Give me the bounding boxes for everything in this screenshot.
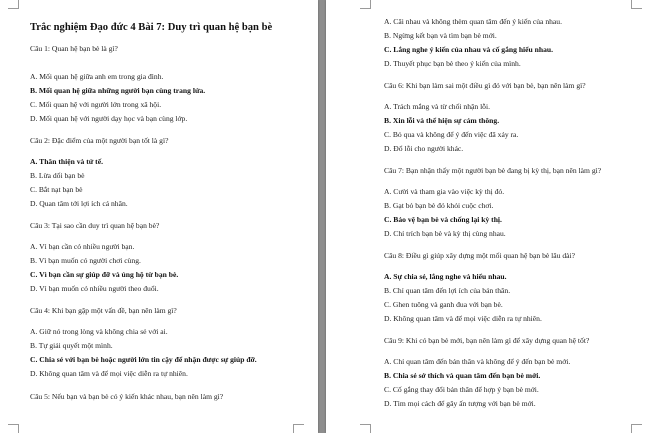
answer-option: D. Thuyết phục bạn bè theo ý kiến của mình.	[384, 59, 521, 68]
answer-option: A. Trách mắng và từ chối nhận lỗi.	[384, 102, 490, 111]
answer-option: B. Chỉ quan tâm đến lợi ích của bản thân.	[384, 286, 511, 295]
answer-option-correct: C. Bảo vệ bạn bè và chống lại kỳ thị.	[384, 215, 502, 224]
answer-option: A. Mối quan hệ giữa anh em trong gia đình.	[30, 72, 164, 81]
answer-option-correct: A. Sự chia sẻ, lắng nghe và hiểu nhau.	[384, 272, 507, 281]
crop-mark	[631, 0, 642, 9]
answer-option: D. Quan tâm tới lợi ích cá nhân.	[30, 199, 128, 208]
question-text: Câu 1: Quan hệ bạn bè là gì?	[30, 44, 118, 53]
question-text: Câu 7: Bạn nhận thấy một người bạn bè đang bị kỳ thị, bạn nên làm gì?	[384, 166, 602, 175]
document-page-left	[0, 0, 318, 433]
answer-option: D. Đổ lỗi cho người khác.	[384, 144, 464, 153]
question-text: Câu 8: Điều gì giúp xây dựng một mối quan hệ bạn bè lâu dài?	[384, 251, 575, 260]
crop-mark	[8, 0, 19, 9]
question-text: Câu 6: Khi bạn làm sai một điều gì đó với bạn bè, bạn nên làm gì?	[384, 81, 586, 90]
answer-option: D. Chỉ trích bạn bè và kỳ thị cùng nhau.	[384, 229, 506, 238]
answer-option-correct: A. Thân thiện và tử tế.	[30, 157, 103, 166]
crop-mark	[360, 424, 371, 433]
question-text: Câu 9: Khi có bạn bè mới, bạn nên làm gì để xây dựng quan hệ tốt?	[384, 336, 590, 345]
answer-option: A. Cãi nhau và không thèm quan tâm đến ý kiến của nhau.	[384, 17, 562, 26]
answer-option: C. Bỏ qua và không để ý đến việc đã xảy ra.	[384, 130, 519, 139]
answer-option-correct: C. Lắng nghe ý kiến của nhau và cố gắng hiểu nhau.	[384, 45, 554, 54]
answer-option-correct: C. Chia sẻ với bạn bè hoặc người lớn tin cậy để nhận được sự giúp đỡ.	[30, 355, 257, 364]
answer-option: C. Bắt nạt bạn bè	[30, 185, 83, 194]
answer-option: C. Mối quan hệ với người lớn trong xã hội.	[30, 100, 162, 109]
answer-option: D. Tìm mọi cách để gây ấn tượng với bạn bè mới.	[384, 399, 536, 408]
answer-option: B. Lừa dối bạn bè	[30, 171, 85, 180]
answer-option: D. Không quan tâm và để mọi việc diễn ra tự nhiên.	[30, 369, 188, 378]
answer-option: D. Mối quan hệ với người dạy học và bạn cùng lớp.	[30, 114, 188, 123]
document-page-right	[326, 0, 650, 433]
crop-mark	[293, 424, 304, 433]
answer-option: B. Vì bạn muốn có người chơi cùng.	[30, 256, 141, 265]
answer-option: A. Chỉ quan tâm đến bản thân và không để ý đến bạn bè mới.	[384, 357, 571, 366]
answer-option-correct: C. Vì bạn cần sự giúp đỡ và ủng hộ từ bạn bè.	[30, 270, 179, 279]
question-text: Câu 2: Đặc điểm của một người bạn tốt là gì?	[30, 136, 169, 145]
answer-option: B. Gạt bỏ bạn bè đó khỏi cuộc chơi.	[384, 201, 494, 210]
document-title: Trắc nghiệm Đạo đức 4 Bài 7: Duy trì quan hệ bạn bè	[30, 22, 273, 33]
answer-option-correct: B. Mối quan hệ giữa những người bạn cùng trang lứa.	[30, 86, 206, 95]
crop-mark	[631, 424, 642, 433]
crop-mark	[360, 0, 371, 9]
answer-option-correct: B. Chia sẻ sở thích và quan tâm đến bạn bè mới.	[384, 371, 541, 380]
answer-option: D. Không quan tâm và để mọi việc diễn ra tự nhiên.	[384, 314, 542, 323]
crop-mark	[8, 424, 19, 433]
question-text: Câu 5: Nếu bạn và bạn bè có ý kiến khác nhau, bạn nên làm gì?	[30, 392, 224, 401]
question-text: Câu 3: Tại sao cần duy trì quan hệ bạn bè?	[30, 221, 160, 230]
answer-option: B. Ngừng kết bạn và tìm bạn bè mới.	[384, 31, 497, 40]
answer-option: C. Ghen tuông và ganh đua với bạn bè.	[384, 300, 503, 309]
answer-option: C. Cố gắng thay đổi bản thân để hợp ý bạn bè mới.	[384, 385, 539, 394]
answer-option: A. Vì bạn cần có nhiều người bạn.	[30, 242, 135, 251]
answer-option: A. Giữ nó trong lòng và không chia sẻ với ai.	[30, 327, 168, 336]
question-text: Câu 4: Khi bạn gặp một vấn đề, bạn nên làm gì?	[30, 306, 177, 315]
answer-option: A. Cười và tham gia vào việc kỳ thị đó.	[384, 187, 505, 196]
answer-option: B. Tự giải quyết một mình.	[30, 341, 113, 350]
answer-option-correct: B. Xin lỗi và thể hiện sự cảm thông.	[384, 116, 500, 125]
answer-option: D. Vì bạn muốn có nhiều người theo đuổi.	[30, 284, 159, 293]
